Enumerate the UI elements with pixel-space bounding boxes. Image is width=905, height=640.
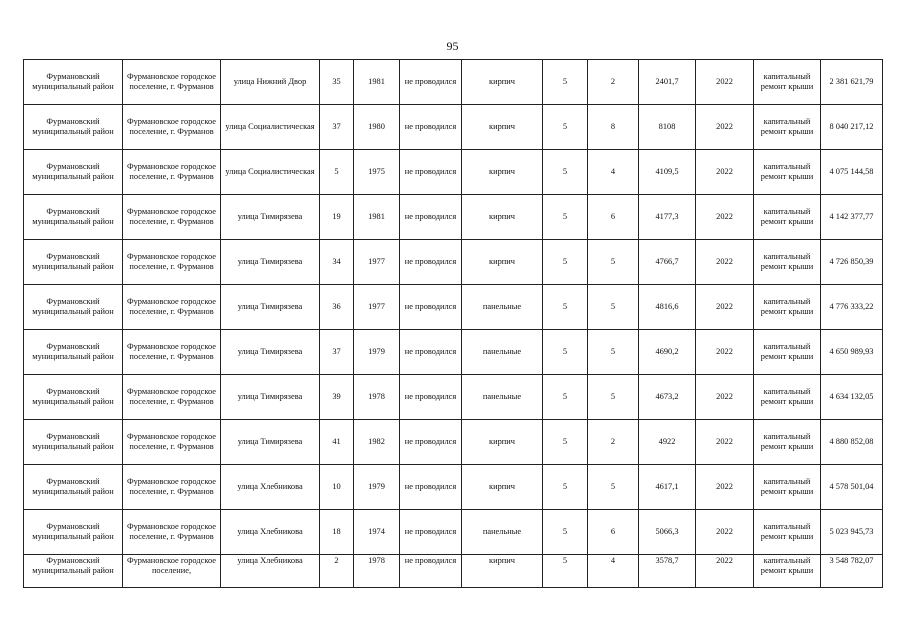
street-cell: улица Хлебникова <box>221 555 320 588</box>
street-cell: улица Тимирязева <box>221 375 320 420</box>
last-repair-cell: не проводился <box>400 195 462 240</box>
floors-cell: 5 <box>543 330 588 375</box>
cost-cell: 3 548 782,07 <box>821 555 883 588</box>
work-type-cell: капитальный ремонт крыши <box>754 60 821 105</box>
last-repair-cell: не проводился <box>400 105 462 150</box>
year-built-cell: 1974 <box>354 510 400 555</box>
street-cell: улица Тимирязева <box>221 195 320 240</box>
wall-material-cell: кирпич <box>462 420 543 465</box>
wall-material-cell: кирпич <box>462 105 543 150</box>
plan-year-cell: 2022 <box>696 60 754 105</box>
district-cell: Фурмановский муниципальный район <box>24 240 123 285</box>
last-repair-cell: не проводился <box>400 420 462 465</box>
year-built-cell: 1981 <box>354 195 400 240</box>
last-repair-cell: не проводился <box>400 60 462 105</box>
last-repair-cell: не проводился <box>400 510 462 555</box>
plan-year-cell: 2022 <box>696 195 754 240</box>
house-number-cell: 35 <box>320 60 354 105</box>
last-repair-cell: не проводился <box>400 150 462 195</box>
table-row <box>24 285 883 330</box>
house-number-cell: 36 <box>320 285 354 330</box>
settlement-cell: Фурмановское городское поселение, г. Фурманов <box>123 330 221 375</box>
plan-year-cell: 2022 <box>696 240 754 285</box>
work-type-cell: капитальный ремонт крыши <box>754 195 821 240</box>
year-built-cell: 1978 <box>354 555 400 588</box>
last-repair-cell: не проводился <box>400 330 462 375</box>
last-repair-cell: не проводился <box>400 555 462 588</box>
house-number-cell: 34 <box>320 240 354 285</box>
settlement-cell: Фурмановское городское поселение, г. Фурманов <box>123 285 221 330</box>
floors-cell: 5 <box>543 555 588 588</box>
last-repair-cell: не проводился <box>400 285 462 330</box>
district-cell: Фурмановский муниципальный район <box>24 375 123 420</box>
entrances-cell: 2 <box>588 60 639 105</box>
settlement-cell: Фурмановское городское поселение, г. Фурманов <box>123 375 221 420</box>
area-cell: 4617,1 <box>639 465 696 510</box>
work-type-cell: капитальный ремонт крыши <box>754 150 821 195</box>
work-type-cell: капитальный ремонт крыши <box>754 105 821 150</box>
settlement-cell: Фурмановское городское поселение, г. Фурманов <box>123 60 221 105</box>
entrances-cell: 4 <box>588 555 639 588</box>
floors-cell: 5 <box>543 150 588 195</box>
year-built-cell: 1982 <box>354 420 400 465</box>
street-cell: улица Тимирязева <box>221 420 320 465</box>
settlement-cell: Фурмановское городское поселение, г. Фурманов <box>123 420 221 465</box>
cost-cell: 8 040 217,12 <box>821 105 883 150</box>
wall-material-cell: кирпич <box>462 555 543 588</box>
last-repair-cell: не проводился <box>400 465 462 510</box>
table-row <box>24 375 883 420</box>
area-cell: 4816,6 <box>639 285 696 330</box>
table-row <box>24 420 883 465</box>
house-number-cell: 41 <box>320 420 354 465</box>
year-built-cell: 1980 <box>354 105 400 150</box>
housing-repair-table <box>23 59 883 588</box>
entrances-cell: 5 <box>588 465 639 510</box>
cost-cell: 4 075 144,58 <box>821 150 883 195</box>
wall-material-cell: панельные <box>462 330 543 375</box>
house-number-cell: 10 <box>320 465 354 510</box>
work-type-cell: капитальный ремонт крыши <box>754 510 821 555</box>
cost-cell: 4 776 333,22 <box>821 285 883 330</box>
plan-year-cell: 2022 <box>696 330 754 375</box>
table-row <box>24 240 883 285</box>
year-built-cell: 1975 <box>354 150 400 195</box>
table-row <box>24 60 883 105</box>
year-built-cell: 1978 <box>354 375 400 420</box>
settlement-cell: Фурмановское городское поселение, г. Фурманов <box>123 510 221 555</box>
wall-material-cell: кирпич <box>462 150 543 195</box>
wall-material-cell: кирпич <box>462 60 543 105</box>
area-cell: 8108 <box>639 105 696 150</box>
plan-year-cell: 2022 <box>696 105 754 150</box>
table-row <box>24 195 883 240</box>
area-cell: 4690,2 <box>639 330 696 375</box>
entrances-cell: 5 <box>588 240 639 285</box>
settlement-cell: Фурмановское городское поселение, <box>123 555 221 588</box>
work-type-cell: капитальный ремонт крыши <box>754 465 821 510</box>
work-type-cell: капитальный ремонт крыши <box>754 375 821 420</box>
cost-cell: 4 142 377,77 <box>821 195 883 240</box>
year-built-cell: 1981 <box>354 60 400 105</box>
district-cell: Фурмановский муниципальный район <box>24 510 123 555</box>
work-type-cell: капитальный ремонт крыши <box>754 330 821 375</box>
floors-cell: 5 <box>543 240 588 285</box>
house-number-cell: 37 <box>320 330 354 375</box>
cost-cell: 4 650 989,93 <box>821 330 883 375</box>
settlement-cell: Фурмановское городское поселение, г. Фурманов <box>123 465 221 510</box>
settlement-cell: Фурмановское городское поселение, г. Фурманов <box>123 195 221 240</box>
entrances-cell: 8 <box>588 105 639 150</box>
plan-year-cell: 2022 <box>696 510 754 555</box>
street-cell: улица Социалистическая <box>221 105 320 150</box>
floors-cell: 5 <box>543 375 588 420</box>
wall-material-cell: панельные <box>462 375 543 420</box>
last-repair-cell: не проводился <box>400 375 462 420</box>
district-cell: Фурмановский муниципальный район <box>24 195 123 240</box>
year-built-cell: 1977 <box>354 285 400 330</box>
year-built-cell: 1977 <box>354 240 400 285</box>
area-cell: 3578,7 <box>639 555 696 588</box>
street-cell: улица Нижний Двор <box>221 60 320 105</box>
entrances-cell: 5 <box>588 330 639 375</box>
house-number-cell: 19 <box>320 195 354 240</box>
work-type-cell: капитальный ремонт крыши <box>754 285 821 330</box>
plan-year-cell: 2022 <box>696 375 754 420</box>
wall-material-cell: панельные <box>462 510 543 555</box>
work-type-cell: капитальный ремонт крыши <box>754 420 821 465</box>
house-number-cell: 5 <box>320 150 354 195</box>
district-cell: Фурмановский муниципальный район <box>24 420 123 465</box>
table-row <box>24 330 883 375</box>
district-cell: Фурмановский муниципальный район <box>24 465 123 510</box>
area-cell: 4766,7 <box>639 240 696 285</box>
district-cell: Фурмановский муниципальный район <box>24 330 123 375</box>
work-type-cell: капитальный ремонт крыши <box>754 555 821 588</box>
house-number-cell: 2 <box>320 555 354 588</box>
district-cell: Фурмановский муниципальный район <box>24 105 123 150</box>
entrances-cell: 2 <box>588 420 639 465</box>
area-cell: 4673,2 <box>639 375 696 420</box>
table-row <box>24 510 883 555</box>
plan-year-cell: 2022 <box>696 555 754 588</box>
district-cell: Фурмановский муниципальный район <box>24 60 123 105</box>
area-cell: 2401,7 <box>639 60 696 105</box>
table-row <box>24 105 883 150</box>
cost-cell: 5 023 945,73 <box>821 510 883 555</box>
entrances-cell: 6 <box>588 510 639 555</box>
cost-cell: 4 578 501,04 <box>821 465 883 510</box>
floors-cell: 5 <box>543 105 588 150</box>
entrances-cell: 4 <box>588 150 639 195</box>
table-row <box>24 465 883 510</box>
year-built-cell: 1979 <box>354 330 400 375</box>
wall-material-cell: кирпич <box>462 240 543 285</box>
plan-year-cell: 2022 <box>696 465 754 510</box>
entrances-cell: 5 <box>588 375 639 420</box>
table-row <box>24 555 883 588</box>
page-number: 95 <box>446 39 459 53</box>
plan-year-cell: 2022 <box>696 150 754 195</box>
year-built-cell: 1979 <box>354 465 400 510</box>
plan-year-cell: 2022 <box>696 420 754 465</box>
street-cell: улица Тимирязева <box>221 330 320 375</box>
floors-cell: 5 <box>543 60 588 105</box>
street-cell: улица Социалистическая <box>221 150 320 195</box>
work-type-cell: капитальный ремонт крыши <box>754 240 821 285</box>
area-cell: 4922 <box>639 420 696 465</box>
house-number-cell: 18 <box>320 510 354 555</box>
cost-cell: 4 880 852,08 <box>821 420 883 465</box>
street-cell: улица Хлебникова <box>221 510 320 555</box>
cost-cell: 4 634 132,05 <box>821 375 883 420</box>
wall-material-cell: кирпич <box>462 195 543 240</box>
floors-cell: 5 <box>543 510 588 555</box>
wall-material-cell: панельные <box>462 285 543 330</box>
street-cell: улица Тимирязева <box>221 240 320 285</box>
table-body <box>24 60 883 588</box>
last-repair-cell: не проводился <box>400 240 462 285</box>
house-number-cell: 39 <box>320 375 354 420</box>
table-row <box>24 150 883 195</box>
floors-cell: 5 <box>543 420 588 465</box>
cost-cell: 2 381 621,79 <box>821 60 883 105</box>
floors-cell: 5 <box>543 465 588 510</box>
entrances-cell: 5 <box>588 285 639 330</box>
settlement-cell: Фурмановское городское поселение, г. Фурманов <box>123 105 221 150</box>
street-cell: улица Хлебникова <box>221 465 320 510</box>
district-cell: Фурмановский муниципальный район <box>24 285 123 330</box>
street-cell: улица Тимирязева <box>221 285 320 330</box>
settlement-cell: Фурмановское городское поселение, г. Фурманов <box>123 150 221 195</box>
floors-cell: 5 <box>543 195 588 240</box>
house-number-cell: 37 <box>320 105 354 150</box>
cost-cell: 4 726 850,39 <box>821 240 883 285</box>
district-cell: Фурмановский муниципальный район <box>24 555 123 588</box>
floors-cell: 5 <box>543 285 588 330</box>
plan-year-cell: 2022 <box>696 285 754 330</box>
wall-material-cell: кирпич <box>462 465 543 510</box>
entrances-cell: 6 <box>588 195 639 240</box>
area-cell: 4109,5 <box>639 150 696 195</box>
area-cell: 4177,3 <box>639 195 696 240</box>
settlement-cell: Фурмановское городское поселение, г. Фурманов <box>123 240 221 285</box>
area-cell: 5066,3 <box>639 510 696 555</box>
district-cell: Фурмановский муниципальный район <box>24 150 123 195</box>
